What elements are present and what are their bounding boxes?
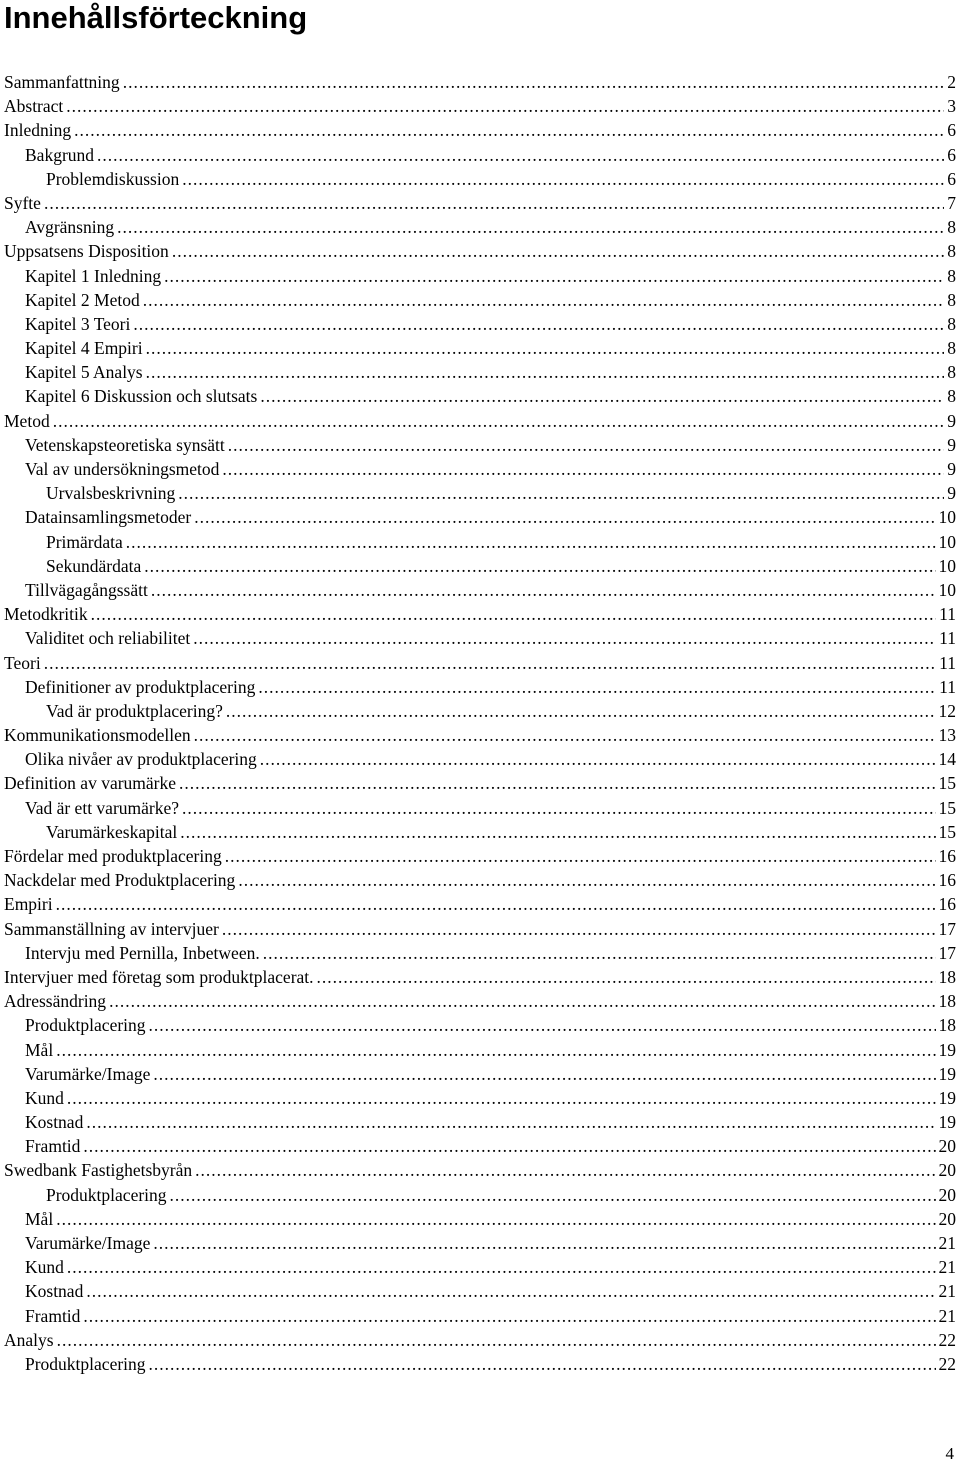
toc-entry[interactable]: [4, 481, 956, 505]
toc-entry[interactable]: [4, 94, 956, 118]
dot-leader: [153, 1231, 935, 1255]
toc-entry[interactable]: [4, 457, 956, 481]
toc-entry-page: 18: [938, 966, 956, 987]
toc-entry[interactable]: [4, 1304, 956, 1328]
dot-leader: [66, 94, 944, 118]
toc-entry-label: Kapitel 2 Metod: [25, 289, 140, 310]
toc-entry-page: 14: [938, 749, 956, 770]
toc-entry-label: Metod: [4, 410, 50, 431]
toc-entry-page: 18: [938, 1015, 956, 1036]
toc-entry-page: 2: [947, 72, 956, 92]
toc-entry-label: Analys: [4, 1329, 54, 1350]
dot-leader: [146, 336, 945, 360]
toc-entry-label: Vetenskapsteoretiska synsätt: [25, 434, 225, 455]
dot-leader: [226, 699, 936, 723]
toc-entry-label: Urvalsbeskrivning: [46, 483, 176, 504]
toc-entry[interactable]: [4, 1279, 956, 1303]
toc-entry[interactable]: [4, 70, 956, 94]
dot-leader: [258, 675, 936, 699]
dot-leader: [170, 1183, 936, 1207]
toc-entry[interactable]: [4, 1134, 956, 1158]
dot-leader: [194, 723, 936, 747]
toc-entry-page: 6: [947, 120, 956, 141]
dot-leader: [123, 70, 945, 94]
dot-leader: [182, 167, 944, 191]
dot-leader: [225, 844, 936, 868]
toc-entry[interactable]: [4, 1110, 956, 1134]
dot-leader: [222, 457, 944, 481]
dot-leader: [317, 965, 936, 989]
dot-leader: [86, 1279, 935, 1303]
toc-entry-label: Datainsamlingsmetoder: [25, 507, 192, 528]
toc-entry-label: Vad är ett varumärke?: [25, 797, 180, 818]
toc-entry-page: 13: [938, 725, 956, 746]
dot-leader: [143, 288, 945, 312]
dot-leader: [97, 143, 944, 167]
toc-entry[interactable]: [4, 578, 956, 602]
dot-leader: [53, 409, 945, 433]
dot-leader: [86, 1110, 935, 1134]
toc-entry-page: 20: [938, 1136, 956, 1157]
toc-entry-label: Kund: [25, 1087, 64, 1108]
toc-entry-page: 19: [938, 1112, 956, 1133]
toc-entry-label: Sekundärdata: [46, 555, 142, 576]
toc-entry[interactable]: [4, 118, 956, 142]
toc-entry-page: 18: [938, 991, 956, 1012]
toc-entry-label: Inledning: [4, 120, 72, 141]
dot-leader: [149, 1013, 936, 1037]
toc-entry[interactable]: [4, 1231, 956, 1255]
toc-entry[interactable]: [4, 143, 956, 167]
toc-entry[interactable]: [4, 675, 956, 699]
toc-entry[interactable]: [4, 1207, 956, 1231]
toc-entry-label: Produktplacering: [46, 1184, 167, 1205]
toc-entry-page: 10: [938, 555, 956, 576]
toc-entry-label: Kapitel 3 Teori: [25, 313, 131, 334]
dot-leader: [153, 1062, 935, 1086]
toc-entry[interactable]: [4, 820, 956, 844]
toc-entry-label: Kund: [25, 1257, 64, 1278]
dot-leader: [83, 1304, 935, 1328]
toc-entry-label: Kapitel 5 Analys: [25, 362, 143, 383]
dot-leader: [228, 433, 945, 457]
toc-entry-label: Abstract: [4, 96, 64, 117]
toc-entry-label: Varumärke/Image: [25, 1233, 151, 1253]
toc-entry-page: 11: [939, 604, 956, 625]
toc-entry-label: Sammanställning av intervjuer: [4, 918, 219, 939]
toc-entry-label: Framtid: [25, 1305, 81, 1326]
toc-entry-page: 3: [947, 96, 956, 117]
dot-leader: [180, 820, 935, 844]
toc-entry-page: 8: [947, 386, 956, 407]
toc-entry-page: 16: [938, 870, 956, 891]
dot-leader: [44, 651, 936, 675]
toc-entry-label: Mål: [25, 1039, 54, 1060]
dot-leader: [172, 239, 944, 263]
dot-leader: [56, 1207, 935, 1231]
toc-entry[interactable]: [4, 239, 956, 263]
dot-leader: [83, 1134, 935, 1158]
toc-entry[interactable]: [4, 989, 956, 1013]
toc-entry-label: Vad är produktplacering?: [46, 700, 223, 721]
toc-entry-page: 16: [938, 894, 956, 915]
toc-entry[interactable]: [4, 941, 956, 965]
toc-entry[interactable]: [4, 384, 956, 408]
dot-leader: [133, 312, 944, 336]
toc-entry-page: 15: [938, 773, 956, 794]
toc-entry-label: Kostnad: [25, 1112, 84, 1133]
dot-leader: [67, 1086, 936, 1110]
toc-entry-label: Mål: [25, 1208, 54, 1229]
toc-entry[interactable]: [4, 360, 956, 384]
toc-entry[interactable]: [4, 892, 956, 916]
dot-leader: [146, 360, 945, 384]
toc-entry-label: Nackdelar med Produktplacering: [4, 870, 236, 891]
toc-entry[interactable]: [4, 965, 956, 989]
dot-leader: [194, 505, 935, 529]
toc-entry-label: Primärdata: [46, 531, 123, 552]
toc-entry-label: Kapitel 1 Inledning: [25, 265, 162, 286]
toc-entry-label: Swedbank Fastighetsbyrån: [4, 1160, 193, 1181]
dot-leader: [193, 626, 936, 650]
toc-entry-label: Val av undersökningsmetod: [25, 459, 220, 479]
dot-leader: [74, 118, 944, 142]
toc-entry-page: 17: [938, 942, 956, 963]
toc-entry-label: Kostnad: [25, 1281, 84, 1302]
toc-entry-page: 21: [938, 1233, 956, 1253]
toc-entry-page: 16: [938, 846, 956, 866]
toc-entry[interactable]: [4, 1255, 956, 1279]
toc-entry-label: Syfte: [4, 192, 41, 213]
toc-entry-label: Uppsatsens Disposition: [4, 241, 169, 262]
toc-entry-label: Kommunikationsmodellen: [4, 725, 191, 746]
toc-entry[interactable]: [4, 602, 956, 626]
toc-entry-page: 15: [938, 821, 956, 842]
toc-entry[interactable]: [4, 868, 956, 892]
toc-entry-page: 21: [938, 1305, 956, 1326]
dot-leader: [260, 384, 944, 408]
dot-leader: [238, 868, 935, 892]
toc-entry-page: 20: [938, 1160, 956, 1181]
toc-entry-page: 9: [947, 459, 956, 479]
toc-entry-page: 8: [947, 217, 956, 238]
toc-entry-page: 11: [939, 652, 956, 673]
dot-leader: [109, 989, 935, 1013]
toc-entry-label: Empiri: [4, 894, 53, 915]
dot-leader: [126, 530, 936, 554]
toc-entry[interactable]: [4, 917, 956, 941]
dot-leader: [195, 1158, 935, 1182]
toc-entry[interactable]: [4, 167, 956, 191]
toc-entry[interactable]: [4, 336, 956, 360]
toc-entry-label: Fördelar med produktplacering: [4, 846, 222, 866]
dot-leader: [222, 917, 936, 941]
dot-leader: [44, 191, 944, 215]
toc-entry-page: 10: [938, 531, 956, 552]
toc-entry[interactable]: [4, 554, 956, 578]
toc-entry-page: 11: [939, 628, 956, 649]
toc-entry-page: 8: [947, 313, 956, 334]
dot-leader: [178, 481, 944, 505]
toc-entry-page: 9: [947, 410, 956, 431]
toc-entry-label: Kapitel 4 Empiri: [25, 338, 143, 359]
toc-entry[interactable]: [4, 747, 956, 771]
toc-entry[interactable]: [4, 796, 956, 820]
toc-entry-page: 22: [938, 1353, 956, 1374]
toc-entry-label: Varumärke/Image: [25, 1063, 151, 1084]
toc-entry-page: 6: [947, 144, 956, 165]
toc-entry[interactable]: [4, 1062, 956, 1086]
toc-entry-label: Produktplacering: [25, 1015, 146, 1036]
toc-entry-page: 8: [947, 265, 956, 286]
toc-entry[interactable]: [4, 530, 956, 554]
toc-entry-page: 11: [939, 676, 956, 697]
toc-entry-page: 6: [947, 168, 956, 189]
toc-entry-label: Adressändring: [4, 991, 107, 1012]
dot-leader: [164, 264, 944, 288]
toc-entry[interactable]: [4, 409, 956, 433]
toc-entry-page: 21: [938, 1257, 956, 1278]
dot-leader: [263, 941, 936, 965]
toc-entry-page: 20: [938, 1184, 956, 1205]
toc-entry-page: 10: [938, 507, 956, 528]
toc-entry[interactable]: [4, 1183, 956, 1207]
dot-leader: [260, 747, 936, 771]
toc-entry[interactable]: [4, 651, 956, 675]
toc-entry[interactable]: [4, 433, 956, 457]
toc-entry-page: 9: [947, 483, 956, 504]
dot-leader: [56, 892, 936, 916]
toc-entry[interactable]: [4, 771, 956, 795]
dot-leader: [57, 1328, 936, 1352]
dot-leader: [149, 1352, 936, 1376]
toc-entry[interactable]: [4, 1158, 956, 1182]
toc-entry-label: Problemdiskussion: [46, 168, 180, 189]
toc-entry-page: 9: [947, 434, 956, 455]
toc-entry-page: 8: [947, 289, 956, 310]
toc-entry-label: Intervju med Pernilla, Inbetween.: [25, 942, 260, 963]
dot-leader: [182, 796, 935, 820]
toc-entry-label: Kapitel 6 Diskussion och slutsats: [25, 386, 258, 407]
dot-leader: [144, 554, 935, 578]
toc-entry-page: 12: [938, 700, 956, 721]
toc-entry[interactable]: [4, 1038, 956, 1062]
toc-entry-page: 8: [947, 241, 956, 262]
toc-entry[interactable]: [4, 1013, 956, 1037]
dot-leader: [179, 771, 935, 795]
toc-entry-label: Varumärkeskapital: [46, 821, 178, 842]
toc-entry-page: 19: [938, 1063, 956, 1084]
toc-entry[interactable]: [4, 1352, 956, 1376]
dot-leader: [151, 578, 936, 602]
toc-entry[interactable]: [4, 191, 956, 215]
table-of-contents: [4, 70, 956, 1376]
toc-title: Innehållsförteckning: [4, 0, 308, 35]
toc-entry-page: 19: [938, 1039, 956, 1060]
toc-entry[interactable]: [4, 723, 956, 747]
toc-entry-label: Metodkritik: [4, 604, 88, 625]
toc-entry-label: Framtid: [25, 1136, 81, 1157]
toc-entry-label: Produktplacering: [25, 1353, 146, 1374]
toc-entry[interactable]: [4, 844, 956, 868]
toc-entry-page: 17: [938, 918, 956, 939]
toc-entry-page: 7: [947, 192, 956, 213]
toc-entry-label: Intervjuer med företag som produktplacerat.: [4, 966, 314, 987]
toc-entry[interactable]: [4, 1328, 956, 1352]
toc-entry-label: Tillvägagångssätt: [25, 579, 148, 600]
toc-entry-label: Avgränsning: [25, 217, 115, 238]
toc-entry[interactable]: [4, 505, 956, 529]
toc-entry[interactable]: [4, 264, 956, 288]
toc-entry-label: Bakgrund: [25, 144, 95, 165]
toc-entry-page: 15: [938, 797, 956, 818]
toc-entry-page: 19: [938, 1087, 956, 1108]
toc-entry-page: 10: [938, 579, 956, 600]
toc-entry-page: 8: [947, 338, 956, 359]
toc-entry-label: Definitioner av produktplacering: [25, 676, 256, 697]
dot-leader: [91, 602, 937, 626]
dot-leader: [56, 1038, 935, 1062]
page-number: 4: [945, 1444, 954, 1463]
dot-leader: [67, 1255, 936, 1279]
dot-leader: [117, 215, 944, 239]
toc-entry-page: 21: [938, 1281, 956, 1302]
toc-entry[interactable]: [4, 288, 956, 312]
toc-entry-label: Teori: [4, 652, 41, 673]
toc-entry[interactable]: [4, 699, 956, 723]
toc-entry-label: Definition av varumärke: [4, 773, 177, 794]
toc-entry[interactable]: [4, 1086, 956, 1110]
toc-entry[interactable]: [4, 626, 956, 650]
toc-entry-label: Sammanfattning: [4, 72, 120, 92]
toc-entry-label: Olika nivåer av produktplacering: [25, 749, 257, 770]
toc-entry-page: 8: [947, 362, 956, 383]
toc-entry[interactable]: [4, 215, 956, 239]
toc-entry-page: 20: [938, 1208, 956, 1229]
toc-entry-label: Validitet och reliabilitet: [25, 628, 191, 649]
toc-entry[interactable]: [4, 312, 956, 336]
toc-entry-page: 22: [938, 1329, 956, 1350]
